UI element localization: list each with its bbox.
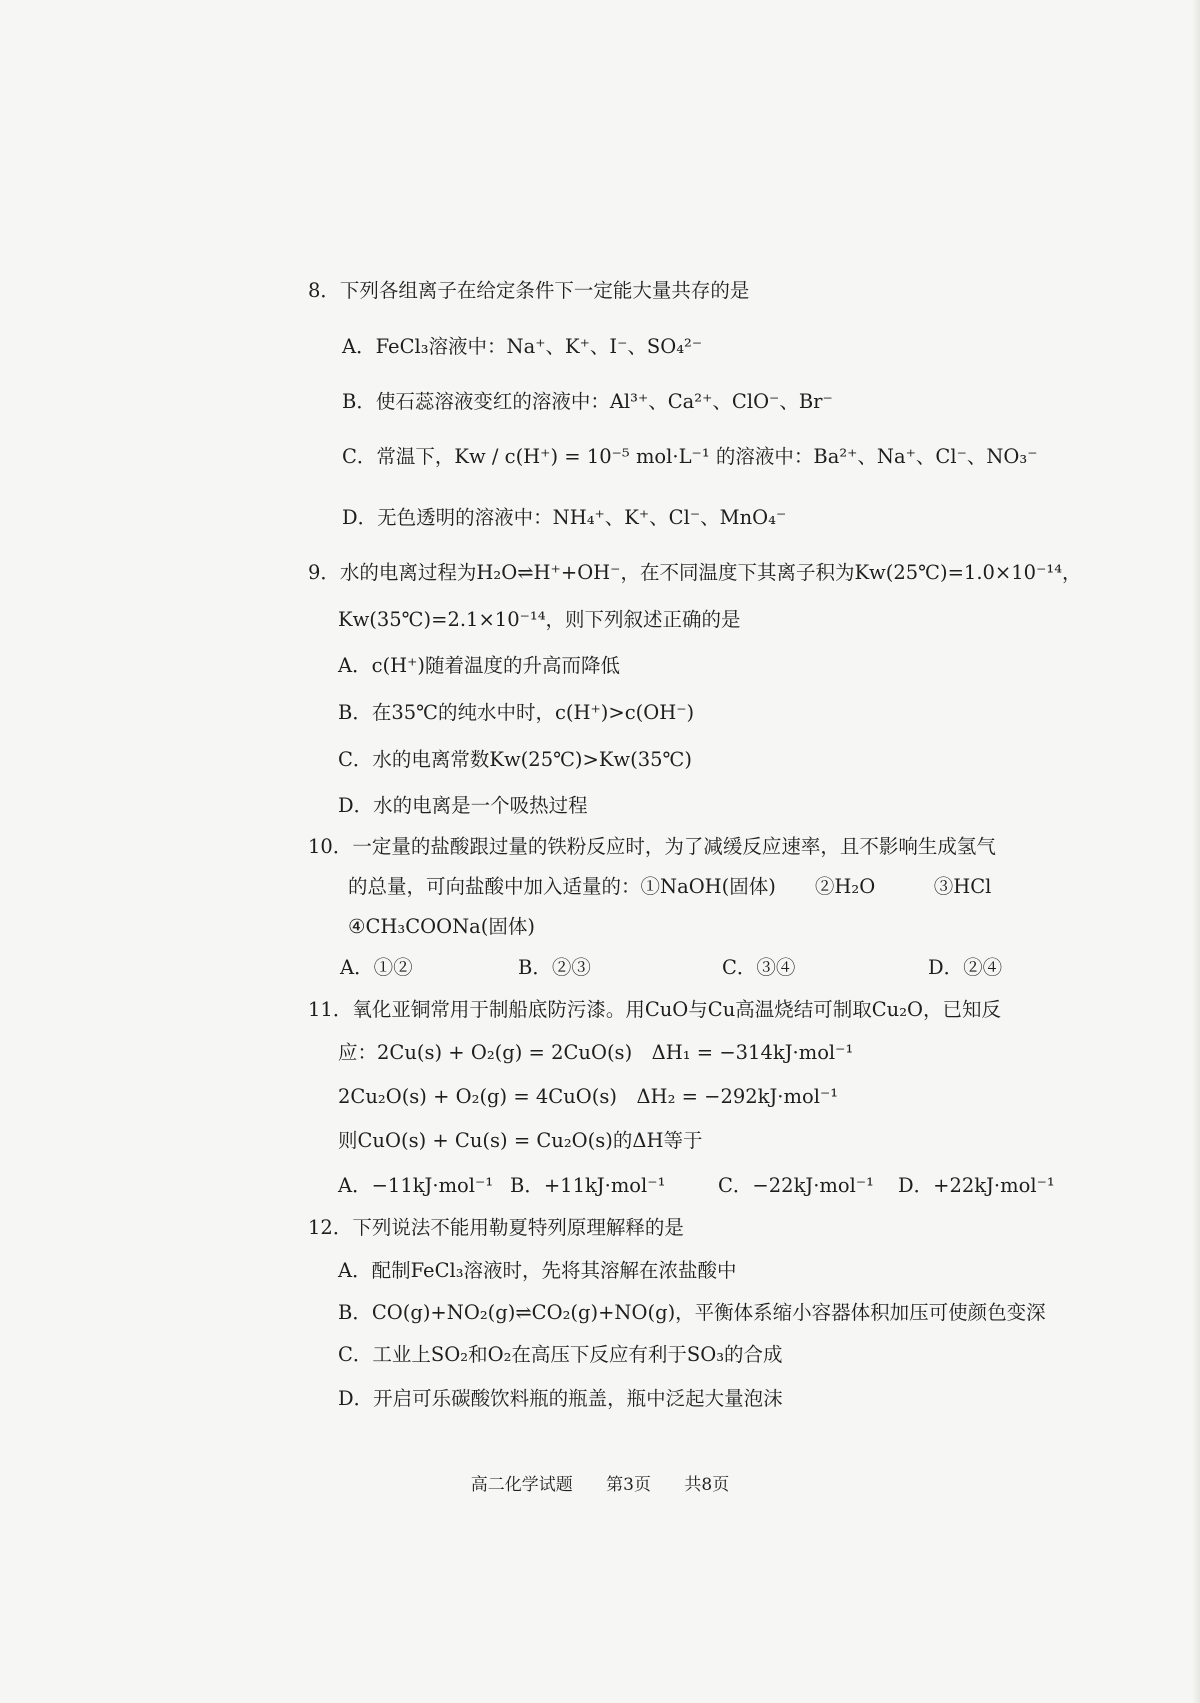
q10-stem-line1: 10．一定量的盐酸跟过量的铁粉反应时，为了减缓反应速率，且不影响生成氢气	[308, 835, 996, 858]
q12-option-d: D．开启可乐碳酸饮料瓶的瓶盖，瓶中泛起大量泡沫	[338, 1387, 783, 1410]
q9-option-c: C．水的电离常数Kw(25℃)>Kw(35℃)	[338, 748, 692, 771]
footer-subject: 高二化学试题	[470, 1475, 573, 1495]
q11-stem-line3: 2Cu₂O(s) + O₂(g) = 4CuO(s) ΔH₂ = −292kJ·mol⁻¹	[338, 1085, 839, 1108]
q11-stem-line2: 应：2Cu(s) + O₂(g) = 2CuO(s) ΔH₁ = −314kJ·mol⁻¹	[338, 1041, 854, 1064]
q11-option-a: A．−11kJ·mol⁻¹	[338, 1174, 494, 1197]
q8-option-d: D．无色透明的溶液中：NH₄⁺、K⁺、Cl⁻、MnO₄⁻	[342, 506, 787, 529]
footer-page-number: 第3页	[606, 1475, 651, 1495]
q9-option-a: A．c(H⁺)随着温度的升高而降低	[338, 654, 621, 677]
footer-total-pages: 共8页	[684, 1475, 730, 1495]
q12-stem: 12．下列说法不能用勒夏特列原理解释的是	[308, 1216, 684, 1239]
q10-stem-line3: ④CH₃COONa(固体)	[348, 915, 536, 938]
q8-stem: 8．下列各组离子在给定条件下一定能大量共存的是	[308, 279, 750, 302]
q10-option-a: A．①②	[340, 956, 413, 979]
q11-stem-line4: 则CuO(s) + Cu(s) = Cu₂O(s)的ΔH等于	[338, 1129, 703, 1152]
page-footer	[0, 1470, 1200, 1495]
q11-stem-line1: 11．氧化亚铜常用于制船底防污漆。用CuO与Cu高温烧结可制取Cu₂O，已知反	[308, 998, 1002, 1021]
q8-option-b: B．使石蕊溶液变红的溶液中：Al³⁺、Ca²⁺、ClO⁻、Br⁻	[342, 390, 833, 413]
q10-option-b: B．②③	[518, 956, 591, 979]
q11-option-d: D．+22kJ·mol⁻¹	[898, 1174, 1055, 1197]
q12-option-a: A．配制FeCl₃溶液时，先将其溶解在浓盐酸中	[338, 1259, 737, 1282]
scan-edge-shadow	[1192, 0, 1200, 1703]
q10-option-c: C．③④	[722, 956, 796, 979]
q9-option-d: D．水的电离是一个吸热过程	[338, 794, 588, 817]
q12-option-c: C．工业上SO₂和O₂在高压下反应有利于SO₃的合成	[338, 1343, 783, 1366]
q10-stem-line2: 的总量，可向盐酸中加入适量的：①NaOH(固体) ②H₂O ③HCl	[348, 875, 992, 898]
q10-option-d: D．②④	[928, 956, 1003, 979]
q9-stem-line2: Kw(35℃)=2.1×10⁻¹⁴，则下列叙述正确的是	[338, 608, 741, 631]
q11-option-b: B．+11kJ·mol⁻¹	[510, 1174, 666, 1197]
q8-option-a: A．FeCl₃溶液中：Na⁺、K⁺、I⁻、SO₄²⁻	[342, 335, 703, 358]
q9-stem-line1: 9．水的电离过程为H₂O⇌H⁺+OH⁻，在不同温度下其离子积为Kw(25℃)=1.0×10⁻¹⁴，	[308, 561, 1082, 584]
q8-option-c: C．常温下，Kw / c(H⁺) = 10⁻⁵ mol·L⁻¹ 的溶液中：Ba²⁺、Na⁺、Cl⁻、NO₃⁻	[342, 445, 1038, 468]
q11-option-c: C．−22kJ·mol⁻¹	[718, 1174, 874, 1197]
q12-option-b: B．CO(g)+NO₂(g)⇌CO₂(g)+NO(g)，平衡体系缩小容器体积加压可使颜色变深	[338, 1301, 1046, 1324]
q9-option-b: B．在35℃的纯水中时，c(H⁺)>c(OH⁻)	[338, 701, 695, 724]
